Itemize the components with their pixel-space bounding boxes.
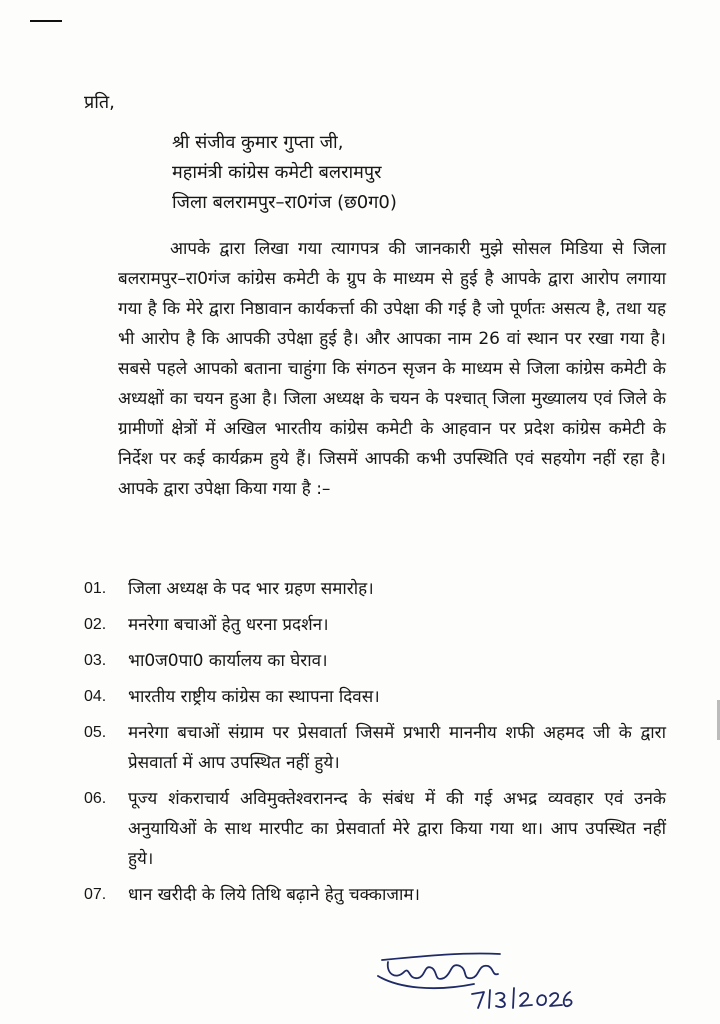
list-item — [84, 646, 666, 676]
list-item-number: 03. — [84, 652, 107, 669]
list-item — [84, 784, 666, 874]
date-digit-0 — [537, 995, 546, 1005]
list-item — [84, 574, 666, 604]
list-item-text: जिला अध्यक्ष के पद भार ग्रहण समारोह। — [128, 579, 374, 599]
handwritten-signature — [374, 940, 574, 1010]
list-item — [84, 682, 666, 712]
date-digit-6 — [564, 992, 572, 1006]
list-item — [84, 880, 666, 910]
list-item-text: भारतीय राष्ट्रीय कांग्रेस का स्थापना दिवस। — [128, 687, 380, 707]
list-item — [84, 718, 666, 778]
list-item — [84, 610, 666, 640]
top-margin-mark — [30, 20, 62, 22]
list-item-text: मनरेगा बचाओं संग्राम पर प्रेसवार्ता जिसमें प्रभारी माननीय शफी अहमद जी के द्वारा प्रेसवार्ता में आप उपस्थित नहीं हुये। — [128, 723, 666, 773]
salutation: प्रति, — [84, 92, 115, 113]
list-item-number: 07. — [84, 886, 107, 903]
signature-name-stroke — [388, 962, 498, 979]
recipient-designation: महामंत्री कांग्रेस कमेटी बलरामपुर — [172, 162, 382, 183]
letter-body: आपके द्वारा लिखा गया त्यागपत्र की जानकारी मुझे सोसल मिडिया से जिला बलरामपुर–रा0गंज कांग्रेस कमेटी के ग्रुप के माध्यम से हुई है आपके द्वारा आरोप लगाया गया है कि मेरे द्वारा निष्ठावान कार्यकर्त्ता की उपेक्षा की गई है जो पूर्णतः असत्य है, तथा यह भी आरोप है कि आपकी उपेक्षा हुई है। और आपका नाम 26 वां स्थान पर रखा गया है। सबसे पहले आपको बताना चाहुंगा कि संगठन सृजन के माध्यम से जिला कांग्रेस कमेटी के अध्यक्षों का चयन हुआ है। जिला अध्यक्ष के चयन के पश्चात् जिला मुख्यालय एवं जिले के ग्रामीणों क्षेत्रों में अखिल भारतीय कांग्रेस कमेटी के आहवान पर प्रदेश कांग्रेस कमेटी के निर्देश पर कई कार्यक्रम हुये हैं। जिसमें आपकी कभी उपस्थिति एवं सहयोग नहीं रहा है। आपके द्वारा उपेक्षा किया गया है :– — [118, 239, 666, 499]
recipient-address — [172, 128, 397, 218]
list-item-number: 05. — [84, 724, 107, 741]
list-item-text: धान खरीदी के लिये तिथि बढ़ाने हेतु चक्काजाम। — [128, 885, 420, 905]
signature-headstroke — [382, 953, 500, 960]
date-separator — [513, 988, 514, 1008]
date-digit-7 — [472, 992, 484, 1008]
date-separator — [489, 990, 490, 1008]
list-item-text: मनरेगा बचाओं हेतु धरना प्रदर्शन। — [128, 615, 329, 635]
date-digit-2 — [520, 993, 532, 1006]
signature-tail-stroke — [378, 976, 474, 988]
list-item-text: भा0ज0पा0 कार्यालय का घेराव। — [128, 651, 328, 671]
date-digit-2 — [550, 993, 562, 1006]
list-item-number: 06. — [84, 790, 107, 807]
recipient-name: श्री संजीव कुमार गुप्ता जी, — [172, 132, 344, 153]
list-item-number: 01. — [84, 580, 107, 597]
event-list — [84, 574, 666, 916]
list-item-text: पूज्य शंकराचार्य अविमुक्तेश्वरानन्द के संबंध में की गई अभद्र व्यवहार एवं उनके अनुयायिओं के साथ मारपीट का प्रेसवार्ता मेरे द्वारा किया गया था। आप उपस्थित नहीं हुये। — [128, 789, 666, 869]
list-item-number: 02. — [84, 616, 107, 633]
date-digit-3 — [496, 993, 505, 1007]
list-item-number: 04. — [84, 688, 107, 705]
recipient-district: जिला बलरामपुर–रा0गंज (छ0ग0) — [172, 192, 397, 213]
